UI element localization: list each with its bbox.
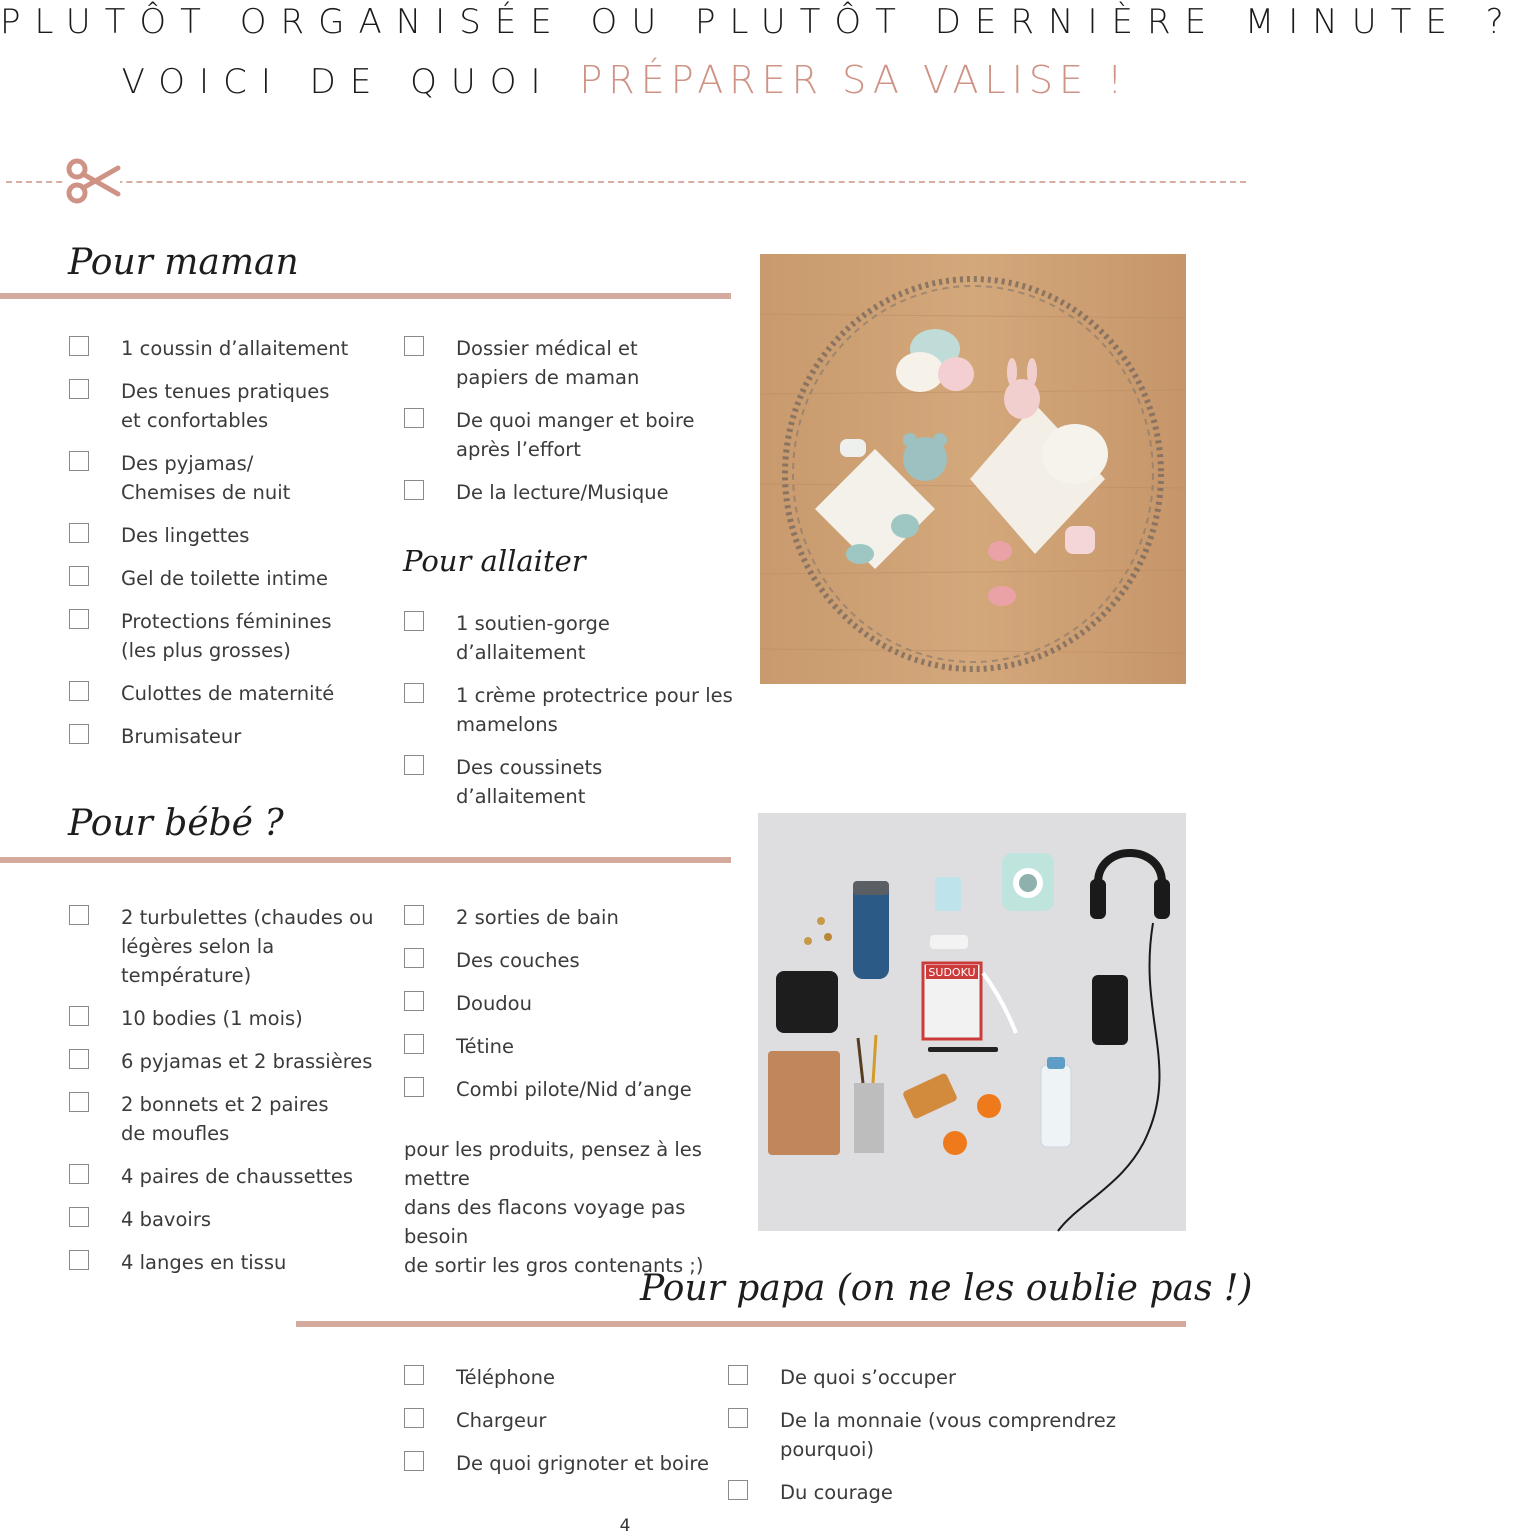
checklist-item — [69, 564, 389, 593]
checklist-item — [69, 903, 399, 990]
checklist-item-label: 6 pyjamas et 2 brassières — [121, 1050, 373, 1073]
checklist-maman-col2 — [404, 334, 734, 521]
section-title-allaiter: Pour allaiter — [403, 544, 586, 578]
checklist-item-label: Des coussinets d’allaitement — [456, 756, 603, 808]
travel-items-photo — [758, 813, 1186, 1231]
checklist-papa-col1 — [404, 1363, 714, 1492]
checkbox-icon[interactable] — [69, 1092, 89, 1112]
checkbox-icon[interactable] — [404, 1451, 424, 1471]
checklist-item — [404, 903, 734, 932]
checklist-item-label: après l’effort — [456, 438, 581, 461]
checklist-allaiter — [404, 609, 734, 825]
checklist-item — [69, 449, 389, 507]
note-line: pour les produits, pensez à les mettre — [404, 1138, 702, 1190]
checklist-item — [69, 334, 389, 363]
checklist-item — [69, 1047, 399, 1076]
checklist-item-label: Des lingettes — [121, 524, 250, 547]
checkbox-icon[interactable] — [69, 336, 89, 356]
checkbox-icon[interactable] — [69, 566, 89, 586]
checkbox-icon[interactable] — [69, 1049, 89, 1069]
checkbox-icon[interactable] — [69, 379, 89, 399]
note-products — [404, 1135, 744, 1280]
checklist-item — [69, 1205, 399, 1234]
checkbox-icon[interactable] — [404, 991, 424, 1011]
checkbox-icon[interactable] — [69, 1250, 89, 1270]
checklist-item-label: Des couches — [456, 949, 580, 972]
checklist-item-label: Téléphone — [456, 1366, 556, 1389]
checklist-item — [69, 377, 389, 435]
section-title-maman: Pour maman — [68, 242, 299, 283]
checklist-item-label: Combi pilote/Nid d’ange — [456, 1078, 692, 1101]
checklist-bebe-col2 — [404, 903, 734, 1118]
checklist-bebe-col1 — [69, 903, 399, 1291]
checklist-item — [69, 607, 389, 665]
checklist-maman-col1 — [69, 334, 389, 765]
checklist-item — [404, 609, 734, 667]
checklist-item-label: mamelons — [456, 713, 558, 736]
header-line-2-accent: PRÉPARER SA VALISE ! — [579, 58, 1129, 102]
sudoku-label: SUDOKU — [928, 966, 976, 979]
checkbox-icon[interactable] — [69, 451, 89, 471]
checklist-item-label: De la monnaie (vous comprendrez pourquoi) — [780, 1409, 1116, 1461]
checkbox-icon[interactable] — [404, 1034, 424, 1054]
checkbox-icon[interactable] — [404, 408, 424, 428]
section-rule-bebe — [0, 857, 731, 863]
checklist-item — [404, 681, 734, 739]
checklist-item — [69, 722, 389, 751]
checkbox-icon[interactable] — [69, 724, 89, 744]
checkbox-icon[interactable] — [69, 905, 89, 925]
checklist-item — [728, 1363, 1198, 1392]
checklist-item-label: Des pyjamas/ — [121, 452, 254, 475]
checklist-item-label: Tétine — [456, 1035, 515, 1058]
scissors-icon — [64, 156, 120, 206]
checkbox-icon[interactable] — [404, 480, 424, 500]
header-line-1: PLUTÔT ORGANISÉE OU PLUTÔT DERNIÈRE MINUTE ? — [0, 2, 1518, 42]
checklist-item — [404, 946, 734, 975]
checklist-item-label: Dossier médical et — [456, 337, 638, 360]
checklist-item-label: légères selon la température) — [121, 935, 275, 987]
section-rule-papa — [296, 1321, 1186, 1327]
checkbox-icon[interactable] — [404, 336, 424, 356]
checklist-item — [404, 478, 734, 507]
checklist-item — [728, 1478, 1198, 1507]
checklist-item-label: De quoi manger et boire — [456, 409, 695, 432]
note-line: dans des flacons voyage pas besoin — [404, 1196, 686, 1248]
checklist-item-label: papiers de maman — [456, 366, 640, 389]
checklist-item — [404, 406, 734, 464]
checklist-item-label: 2 sorties de bain — [456, 906, 619, 929]
checklist-item-label: 1 soutien-gorge d’allaitement — [456, 612, 610, 664]
checklist-papa-col2 — [728, 1363, 1198, 1521]
checklist-item-label: Du courage — [780, 1481, 893, 1504]
note-line: de sortir les gros contenants ;) — [404, 1254, 704, 1277]
checkbox-icon[interactable] — [404, 611, 424, 631]
checklist-item-label: et confortables — [121, 409, 269, 432]
checklist-item — [404, 1406, 714, 1435]
checkbox-icon[interactable] — [69, 681, 89, 701]
checklist-item — [69, 521, 389, 550]
checkbox-icon[interactable] — [69, 609, 89, 629]
checkbox-icon[interactable] — [69, 1006, 89, 1026]
checkbox-icon[interactable] — [404, 683, 424, 703]
checkbox-icon[interactable] — [404, 1365, 424, 1385]
checklist-item-label: Protections féminines — [121, 610, 332, 633]
checkbox-icon[interactable] — [404, 905, 424, 925]
checkbox-icon[interactable] — [404, 1077, 424, 1097]
checkbox-icon[interactable] — [728, 1480, 748, 1500]
header-line-2 — [0, 58, 1250, 102]
checklist-item-label: Des tenues pratiques — [121, 380, 330, 403]
checklist-item-label: De la lecture/Musique — [456, 481, 669, 504]
checklist-item — [404, 753, 734, 811]
checklist-item-label: 2 turbulettes (chaudes ou — [121, 906, 374, 929]
checkbox-icon[interactable] — [69, 1164, 89, 1184]
checklist-item-label: Culottes de maternité — [121, 682, 335, 705]
checklist-item-label: 2 bonnets et 2 paires — [121, 1093, 329, 1116]
checklist-item-label: De quoi s’occuper — [780, 1366, 956, 1389]
checkbox-icon[interactable] — [728, 1365, 748, 1385]
checklist-item-label: (les plus grosses) — [121, 639, 291, 662]
checklist-item-label: 1 crème protectrice pour les — [456, 684, 733, 707]
checklist-item-label: Chargeur — [456, 1409, 547, 1432]
checklist-item-label: Doudou — [456, 992, 532, 1015]
checklist-item — [69, 679, 389, 708]
cut-line — [6, 181, 1246, 183]
section-rule-maman — [0, 293, 731, 299]
checkbox-icon[interactable] — [404, 948, 424, 968]
checklist-item — [69, 1162, 399, 1191]
section-title-papa: Pour papa (on ne les oublie pas !) — [640, 1268, 1253, 1309]
checklist-item-label: Brumisateur — [121, 725, 242, 748]
checklist-item-label: Chemises de nuit — [121, 481, 291, 504]
checklist-item — [404, 1449, 714, 1478]
checklist-item — [404, 989, 734, 1018]
checkbox-icon[interactable] — [728, 1408, 748, 1428]
checklist-item — [69, 1004, 399, 1033]
checklist-item — [69, 1090, 399, 1148]
checklist-item-label: de moufles — [121, 1122, 230, 1145]
checklist-item-label: 4 bavoirs — [121, 1208, 211, 1231]
baby-clothes-photo — [760, 254, 1186, 684]
header-line-2-prefix: VOICI DE QUOI — [121, 62, 555, 102]
checklist-item-label: 4 langes en tissu — [121, 1251, 287, 1274]
section-title-bebe: Pour bébé ? — [68, 803, 284, 844]
checklist-item — [728, 1406, 1198, 1464]
checklist-item — [69, 1248, 399, 1277]
checklist-item-label: 4 paires de chaussettes — [121, 1165, 354, 1188]
checklist-item-label: Gel de toilette intime — [121, 567, 329, 590]
checklist-item — [404, 1032, 734, 1061]
checklist-item-label: De quoi grignoter et boire — [456, 1452, 709, 1475]
checkbox-icon[interactable] — [69, 1207, 89, 1227]
checklist-item — [404, 334, 734, 392]
checklist-item — [404, 1363, 714, 1392]
checkbox-icon[interactable] — [69, 523, 89, 543]
page-number: 4 — [619, 1516, 631, 1536]
checklist-item-label: 10 bodies (1 mois) — [121, 1007, 303, 1030]
checkbox-icon[interactable] — [404, 755, 424, 775]
checklist-item — [404, 1075, 734, 1104]
checkbox-icon[interactable] — [404, 1408, 424, 1428]
checklist-item-label: 1 coussin d’allaitement — [121, 337, 349, 360]
